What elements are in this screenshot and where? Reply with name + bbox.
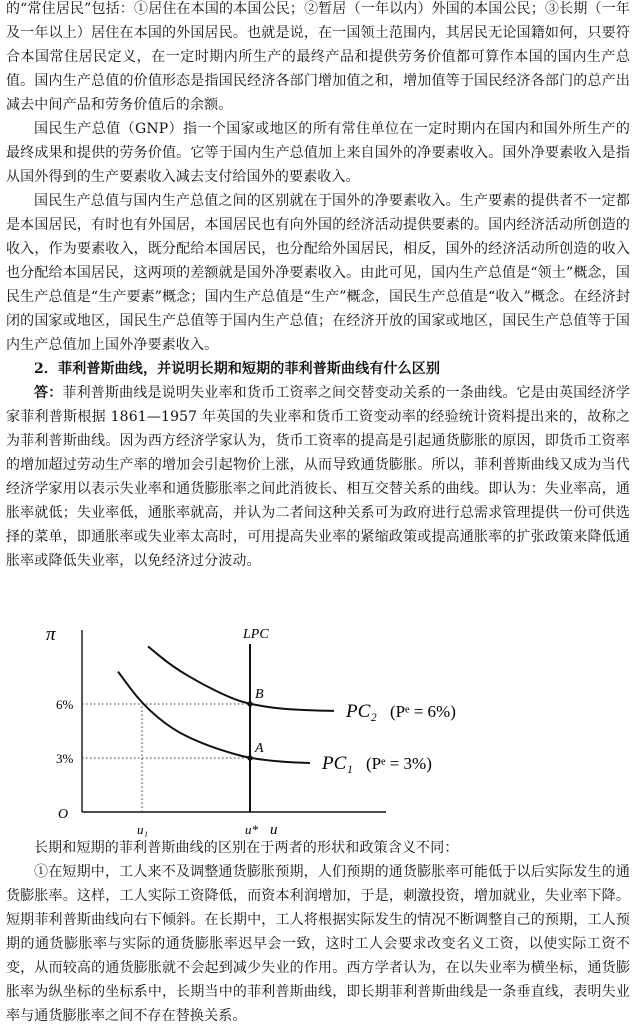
y-axis-label: π <box>46 624 56 645</box>
answer-text: 菲利普斯曲线是说明失业率和货币工资率之间交替变动关系的一条曲线。它是由英国经济学家菲利普斯根据 1861—1957 年英国的失业率和货币工资变动率的经验统计资料提出来的，故称之为菲利普斯曲线。因为西方经济学家认为，货币工资率的提高是引起通货膨胀的原因，即货币工资率的增加超过劳动生产率的增加会引起物价上涨，从而导致通货膨胀。所以，菲利普斯曲线又成为当代经济学家用以表示失业率和通货膨胀率之间此消彼长、相互交替关系的曲线。即认为：失业率高，通胀率就低；失业率低，通胀率就高，并认为二者间这种关系可为政府进行总需求管理提供一份可供选择的菜单，即通胀率或失业率太高时，可用提高失业率的紧缩政策或提高通胀率的扩张政策来降低通胀率或降低失业率，以免经济过分波动。 <box>6 385 630 569</box>
curve-pc1 <box>148 646 334 710</box>
paragraph-short-long-run: ①在短期中，工人来不及调整通货膨胀预期，人们预期的通货膨胀率可能低于以后实际发生的通货膨胀率。这样，工人实际工资降低，而资本利润增加，于是，刺激投资，增加就业，失业率下降。短期菲利普斯曲线向右下倾斜。在长期中，工人将根据实际发生的情况不断调整自己的预期，工人预期的通货膨胀率与实际的通货膨胀率迟早会一致，这时工人会要求改变名义工资，以使实际工资不变，从而较高的通货膨胀就不会起到减少失业的作用。西方学者认为，在以失业率为横坐标，通货膨胀率为纵坐标的坐标系中，长期当中的菲利普斯曲线，即长期菲利普斯曲线是一条垂直线，表明失业率与通货膨胀率之间不存在替换关系。 <box>6 864 630 1024</box>
paragraph-difference-intro: 长期和短期的菲利普斯曲线的区别在于两者的形状和政策含义不同： <box>34 840 459 856</box>
answer-paragraph <box>6 381 630 573</box>
curve-pc2 <box>118 672 310 763</box>
x-tick-label: u* <box>245 822 258 837</box>
origin-label: O <box>58 807 69 822</box>
paragraph-resident-definition: 的“常住居民”包括：①居住在本国的本国公民；②暂居（一年以内）外国的本国公民；③长期（一年及一年以上）居住在本国的外国居民。也就是说，在一国领土范围内，其居民无论国籍如何，只要符合本国常住居民定义，在一定时期内所生产的最终产品和提供劳务价值都可算作本国的国内生产总值。国内生产总值的价值形态是指国民经济各部门增加值之和，增加值等于国民经济各部门的总产出减去中间产品和劳务价值后的余额。 <box>6 1 630 113</box>
y-tick-label: 3% <box>56 751 74 766</box>
point-b <box>247 701 252 706</box>
phillips-curve-chart <box>30 616 456 838</box>
curve-expectation-label: (Pᵉ = 6%) <box>390 701 456 721</box>
point-label: B <box>255 687 264 702</box>
curve-name-label: PC₁ <box>322 753 353 775</box>
point-a <box>247 755 252 760</box>
lpc-label: LPC <box>243 627 269 642</box>
curve-expectation-label: (Pᵉ = 3%) <box>366 754 432 774</box>
x-tick-label: u₁ <box>137 822 149 837</box>
x-axis-label: u <box>270 822 278 838</box>
point-label: A <box>255 741 264 756</box>
question-heading: 2．菲利普斯曲线，并说明长期和短期的菲利普斯曲线有什么区别 <box>34 361 441 377</box>
paragraph-gnp-definition: 国民生产总值（GNP）指一个国家或地区的所有常住单位在一定时期内在国内和国外所生产的最终成果和提供的劳务价值。它等于国内生产总值加上来自国外的净要素收入。国外净要素收入是指从国外得到的生产要素收入减去支付给国外的要素收入。 <box>6 121 630 185</box>
y-tick-label: 6% <box>56 697 74 712</box>
paragraph-gnp-gdp-difference: 国民生产总值与国内生产总值之间的区别就在于国外的净要素收入。生产要素的提供者不一定都是本国居民，有时也有外国居，本国居民也有向外国的经济活动提供要素的。国内经济活动所创造的收入，作为要素收入，既分配给本国居民，也分配给外国居民，相反，国外的经济活动所创造的收入也分配给本国居民，这两项的差额就是国外净要素收入。由此可见，国内生产总值是“领土”概念，国民生产总值是“生产要素”概念；国内生产总值是“生产”概念，国民生产总值是“收入”概念。在经济封闭的国家或地区，国民生产总值等于国内生产总值；在经济开放的国家或地区，国民生产总值等于国内生产总值加上国外净要素收入。 <box>6 193 630 353</box>
curve-name-label: PC₂ <box>346 700 377 722</box>
answer-label: 答： <box>34 385 63 401</box>
